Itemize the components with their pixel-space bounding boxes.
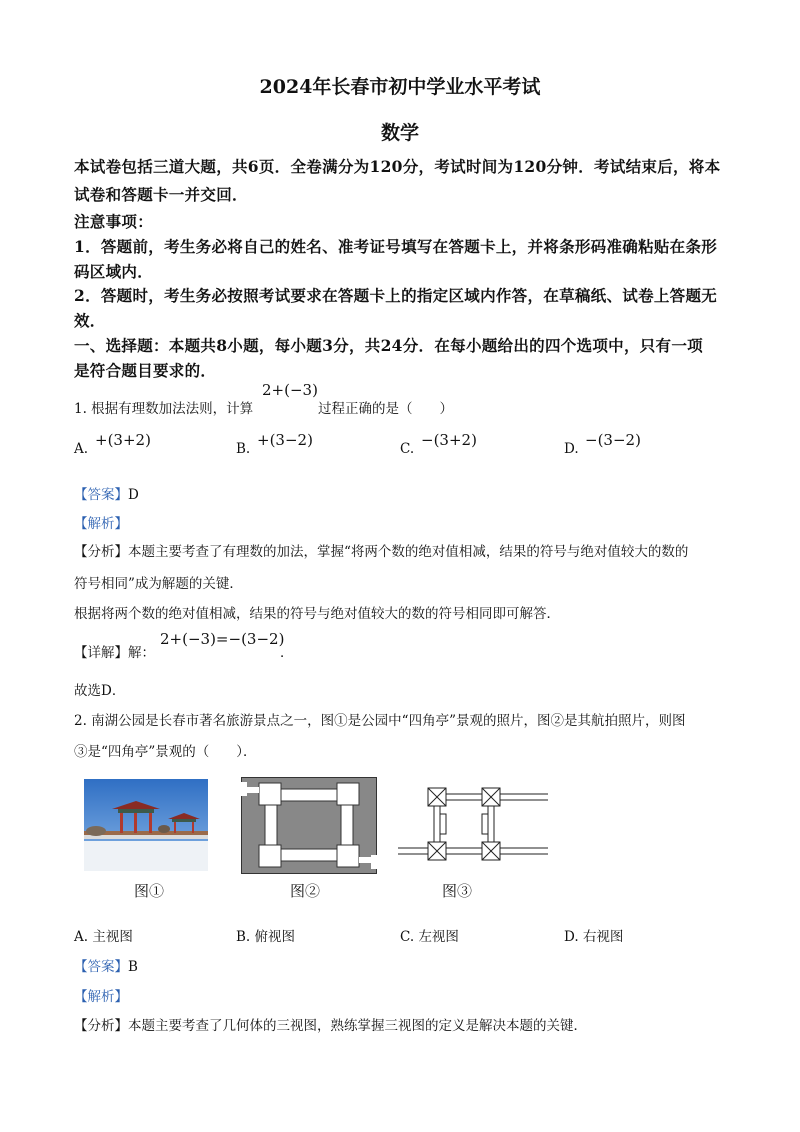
intro-line-2: 试卷和答题卡一并交回． [74,185,248,204]
note-2-line-2: 效． [74,311,106,330]
note-1-line-1: 1．答题前，考生务必将自己的姓名、准考证号填写在答题卡上，并将条形码准确粘贴在条形 [74,237,718,256]
q2-stem-line-1: 2. 南湖公园是长春市著名旅游景点之一，图①是公园中“四角亭”景观的照片，图②是其航拍照片，则图 [74,713,686,729]
q1-stem-before: 1. 根据有理数加法法则，计算 [74,401,254,417]
q1-stem-after: 过程正确的是（ ） [318,401,453,417]
q1-analysis-tag: 【解析】 [74,516,128,532]
q1-option-d-expr: −(3−2) [585,431,641,449]
q1-option-c-letter[interactable]: C. [400,441,415,457]
q2-analysis-tag: 【解析】 [74,989,128,1005]
q2-option-b-letter: B. [236,929,251,945]
subject-title: 数学 [380,122,419,144]
q1-method-line: 根据将两个数的绝对值相减，结果的符号与绝对值较大的数的符号相同即可解答． [74,606,560,622]
figure-2-caption: 图② [290,882,321,900]
q1-option-a-letter[interactable]: A. [74,441,89,457]
q2-fenxi-line-1: 本题主要考查了几何体的三视图，熟练掌握三视图的定义是解决本题的关键． [128,1018,587,1034]
intro-line-1: 本试卷包括三道大题，共6页．全卷满分为120分，考试时间为120分钟．考试结束后，将本 [74,157,721,176]
section-1-line-2: 是符合题目要求的． [74,361,217,380]
section-1-line-1: 一、选择题：本题共8小题，每小题3分，共24分．在每小题给出的四个选项中，只有一项 [74,336,703,355]
q2-option-c-letter: C. [400,929,415,945]
q2-option-b-text: 俯视图 [254,929,296,945]
q1-conclusion: 故选D． [74,683,126,699]
q1-option-b-letter[interactable]: B. [236,441,251,457]
q1-fenxi-line-1: 本题主要考查了有理数的加法，掌握“将两个数的绝对值相减，结果的符号与绝对值较大的数的 [128,544,689,560]
notice-title: 注意事项： [74,212,154,231]
q2-answer-tag: 【答案】 [74,959,128,975]
q2-option-d-text: 右视图 [582,929,624,945]
q2-option-c[interactable] [400,925,459,945]
q1-fenxi-line-2: 符号相同”成为解题的关键． [74,576,243,592]
q1-option-c-expr: −(3+2) [421,431,477,449]
q1-detail-expr: 2+(−3)=−(3−2) [160,630,285,648]
q1-answer: D [128,487,139,503]
q2-option-c-text: 左视图 [418,929,459,945]
figure-3-caption: 图③ [442,882,473,900]
q2-fenxi-tag: 【分析】 [74,1018,128,1034]
figure-3-drawing [398,784,548,868]
q2-option-d[interactable] [564,925,623,945]
q1-detail-prefix: 解： [128,645,155,661]
q2-stem-line-2: ③是“四角亭”景观的（ ）． [74,744,257,760]
q2-option-a[interactable] [74,925,133,945]
q2-option-a-letter: A. [74,929,89,945]
q2-option-b[interactable] [236,925,295,945]
figure-1-photo [84,779,208,871]
note-1-line-2: 码区域内． [74,262,154,281]
page-title: 2024年长春市初中学业水平考试 [259,76,541,98]
q1-detail-tag: 【详解】 [74,645,128,661]
q1-option-d-letter[interactable]: D. [564,441,579,457]
q2-option-a-text: 主视图 [92,929,133,945]
q1-expression: 2+(−3) [262,381,318,399]
q1-answer-tag: 【答案】 [74,487,128,503]
note-2-line-1: 2．答题时，考生务必按照考试要求在答题卡上的指定区域内作答，在草稿纸、试卷上答题无 [74,286,718,305]
q1-option-b-expr: +(3−2) [257,431,313,449]
figure-1-caption: 图① [134,882,165,900]
q1-fenxi-tag: 【分析】 [74,544,128,560]
q1-detail-suffix: ． [280,645,294,661]
q2-answer: B [128,959,138,975]
q2-option-d-letter: D. [564,929,579,945]
figure-2-aerial [241,777,377,874]
q1-option-a-expr: +(3+2) [95,431,151,449]
